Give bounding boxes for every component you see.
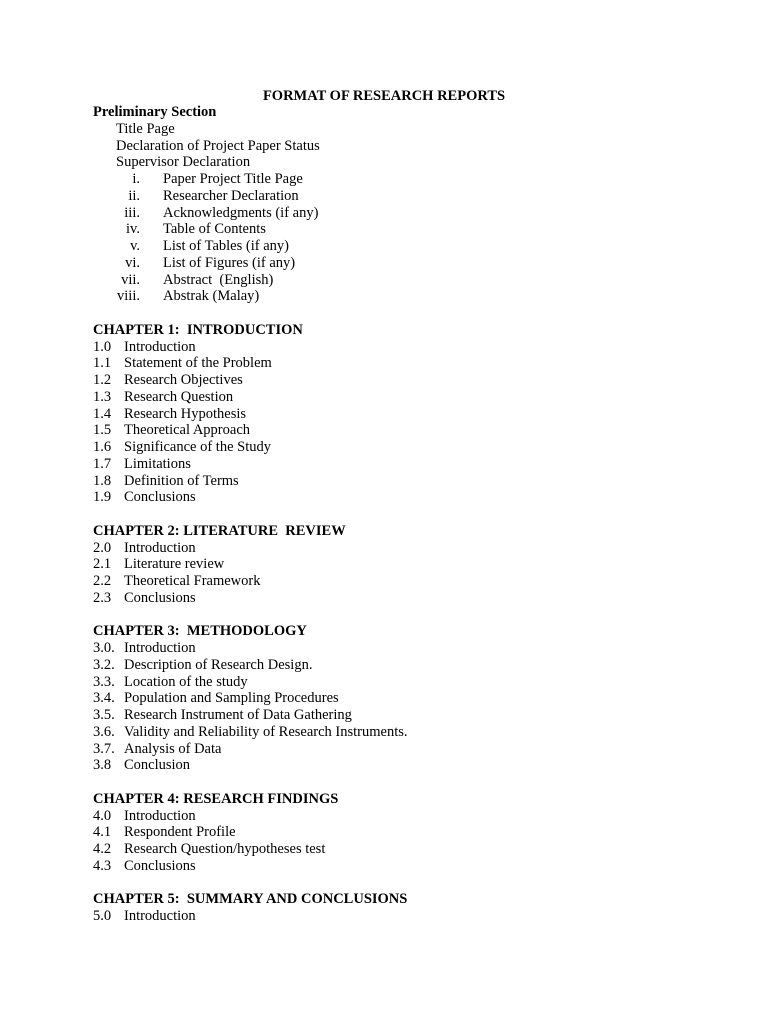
item-text: Theoretical Framework [124, 573, 261, 589]
item-text: Validity and Reliability of Research Instruments. [124, 724, 408, 740]
item-number: 1.4 [93, 406, 112, 422]
item-text: List of Tables (if any) [163, 238, 289, 254]
item-number: 2.3 [93, 590, 112, 606]
item-number: 5.0 [93, 908, 112, 924]
item-number: 2.2 [93, 573, 112, 589]
item-text: Abstrak (Malay) [163, 288, 260, 304]
item-text: Respondent Profile [124, 824, 236, 840]
item-text: Acknowledgments (if any) [163, 205, 319, 221]
item-number: ii. [128, 188, 140, 204]
item-text: Population and Sampling Procedures [124, 690, 339, 706]
item-number: 1.6 [93, 439, 112, 455]
item-number: 4.0 [93, 808, 112, 824]
chapter-title: CHAPTER 4: RESEARCH FINDINGS [93, 791, 339, 807]
item-number: 1.8 [93, 473, 112, 489]
chapter-title: CHAPTER 5: SUMMARY AND CONCLUSIONS [93, 891, 408, 907]
item-text: Description of Research Design. [124, 657, 313, 673]
item-number: iv. [126, 221, 140, 237]
item-text: Theoretical Approach [124, 422, 251, 438]
item-number: 1.9 [93, 489, 112, 505]
item-text: Limitations [124, 456, 191, 472]
item-number: 3.6. [93, 724, 115, 740]
item-number: 1.2 [93, 372, 112, 388]
item-number: 4.1 [93, 824, 112, 840]
section-heading: Preliminary Section [93, 104, 217, 120]
item-number: 3.2. [93, 657, 115, 673]
item-text: Location of the study [124, 674, 248, 690]
item-text: Literature review [124, 556, 225, 572]
item-number: 1.5 [93, 422, 112, 438]
item-text: Title Page [116, 121, 175, 137]
item-text: Table of Contents [163, 221, 266, 237]
item-number: 2.1 [93, 556, 112, 572]
chapter-title: CHAPTER 1: INTRODUCTION [93, 322, 303, 338]
item-number: 4.3 [93, 858, 112, 874]
item-text: Research Question/hypotheses test [124, 841, 326, 857]
item-number: i. [132, 171, 140, 187]
item-text: Introduction [124, 808, 196, 824]
item-text: Research Instrument of Data Gathering [124, 707, 352, 723]
item-number: 3.3. [93, 674, 115, 690]
item-number: viii. [117, 288, 140, 304]
item-text: Analysis of Data [124, 741, 222, 757]
document-title: FORMAT OF RESEARCH REPORTS [262, 88, 506, 104]
item-number: 3.5. [93, 707, 115, 723]
chapter-title: CHAPTER 2: LITERATURE REVIEW [93, 523, 346, 539]
item-text: Statement of the Problem [124, 355, 272, 371]
item-number: v. [130, 238, 140, 254]
item-number: vii. [121, 272, 140, 288]
item-text: Introduction [124, 540, 196, 556]
item-text: Research Hypothesis [124, 406, 247, 422]
item-number: iii. [124, 205, 140, 221]
item-text: Definition of Terms [124, 473, 239, 489]
item-text: Researcher Declaration [163, 188, 299, 204]
item-text: Introduction [124, 908, 196, 924]
item-text: Conclusions [124, 489, 196, 505]
item-number: 1.3 [93, 389, 112, 405]
item-number: 3.8 [93, 757, 112, 773]
item-text: Research Objectives [124, 372, 243, 388]
item-number: 1.0 [93, 339, 112, 355]
item-text: Paper Project Title Page [163, 171, 303, 187]
item-number: 3.7. [93, 741, 115, 757]
item-text: Abstract (English) [163, 272, 274, 288]
item-text: Introduction [124, 640, 196, 656]
item-text: Supervisor Declaration [116, 154, 251, 170]
item-number: 1.7 [93, 456, 112, 472]
item-number: 4.2 [93, 841, 112, 857]
item-text: Conclusions [124, 858, 196, 874]
chapter-title: CHAPTER 3: METHODOLOGY [93, 623, 307, 639]
item-text: Declaration of Project Paper Status [116, 138, 320, 154]
item-number: 2.0 [93, 540, 112, 556]
item-text: Conclusions [124, 590, 196, 606]
item-number: 3.0. [93, 640, 115, 656]
item-text: List of Figures (if any) [163, 255, 296, 271]
item-number: vi. [125, 255, 140, 271]
item-text: Introduction [124, 339, 196, 355]
item-text: Significance of the Study [124, 439, 271, 455]
item-number: 3.4. [93, 690, 115, 706]
item-number: 1.1 [93, 355, 112, 371]
item-text: Research Question [124, 389, 234, 405]
item-text: Conclusion [124, 757, 191, 773]
